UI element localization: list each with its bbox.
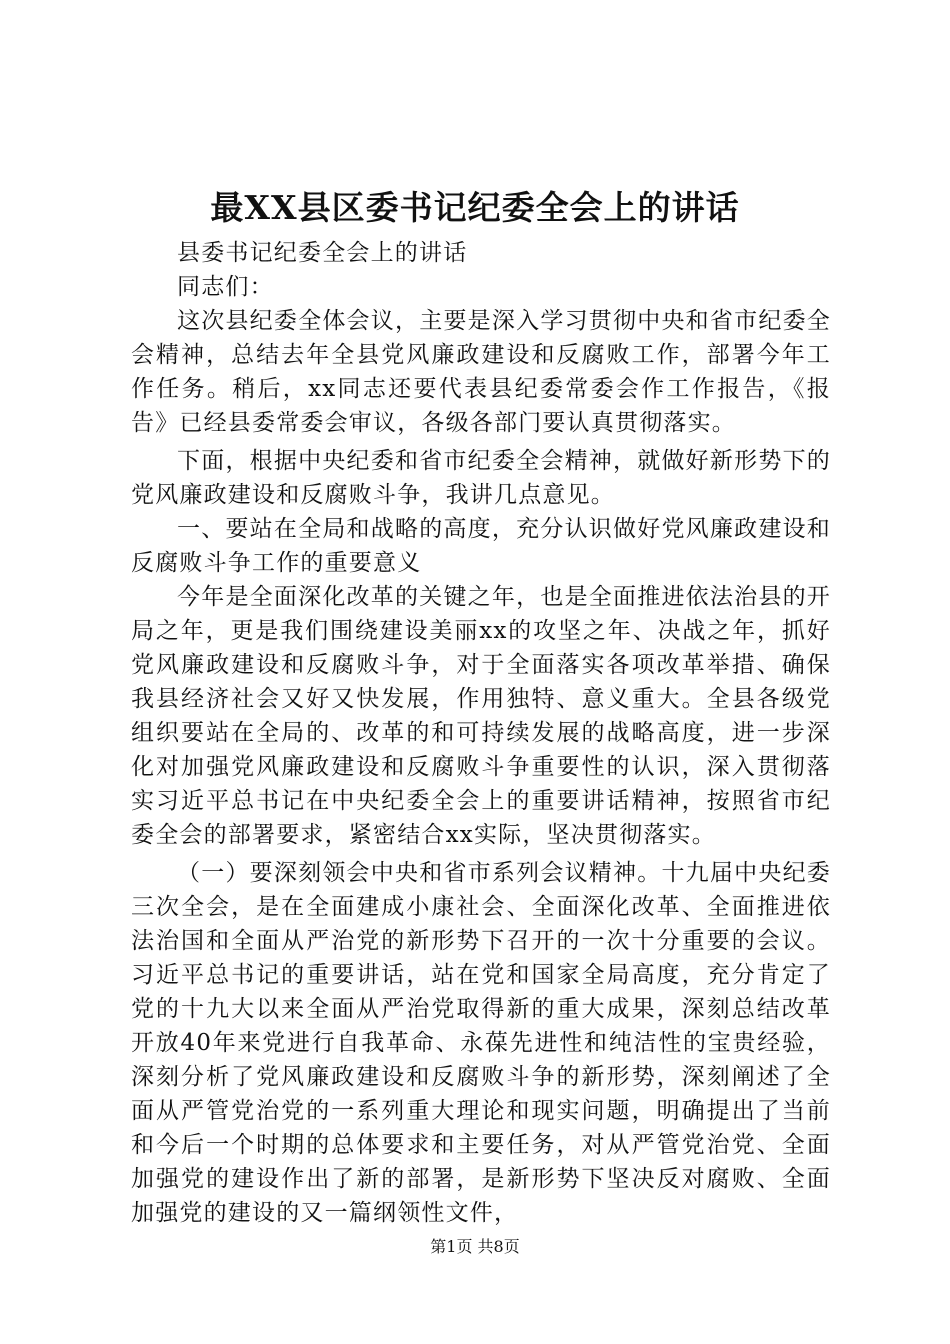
body-paragraph: 下面，根据中央纪委和省市纪委全会精神，就做好新形势下的党风廉政建设和反腐败斗争，我讲几点意见。 <box>131 448 831 508</box>
body-paragraph: 这次县纪委全体会议，主要是深入学习贯彻中央和省市纪委全会精神，总结去年全县党风廉政建设和反腐败工作，部署今年工作任务。稍后，xx同志还要代表县纪委常委会作工作报告，《报告》已经县委常委会审议，各级各部门要认真贯彻落实。 <box>131 308 831 436</box>
page-footer: 第1页 共8页 <box>430 1237 520 1256</box>
document-body <box>131 236 831 1230</box>
body-paragraph: （一）要深刻领会中央和省市系列会议精神。十九届中央纪委三次全会，是在全面建成小康社会、全面深化改革、全面推进依法治国和全面从严治党的新形势下召开的一次十分重要的会议。习近平总书记的重要讲话，站在党和国家全局高度，充分肯定了党的十九大以来全面从严治党取得新的重大成果，深刻总结改革开放40年来党进行自我革命、永葆先进性和纯洁性的宝贵经验，深刻分析了党风廉政建设和反腐败斗争的新形势，深刻阐述了全面从严管党治党的一系列重大理论和现实问题，明确提出了当前和今后一个时期的总体要求和主要任务，对从严管党治党、全面加强党的建设作出了新的部署，是新形势下坚决反对腐败、全面加强党的建设的又一篇纲领性文件， <box>131 860 831 1226</box>
salutation-paragraph: 同志们： <box>177 274 274 300</box>
subtitle-paragraph: 县委书记纪委全会上的讲话 <box>177 240 468 266</box>
document-title: 最XX县区委书记纪委全会上的讲话 <box>210 188 740 227</box>
body-paragraph: 今年是全面深化改革的关键之年，也是全面推进依法治县的开局之年，更是我们围绕建设美丽xx的攻坚之年、决战之年，抓好党风廉政建设和反腐败斗争，对于全面落实各项改革举措、确保我县经济社会又好又快发展，作用独特、意义重大。全县各级党组织要站在全局的、改革的和可持续发展的战略高度，进一步深化对加强党风廉政建设和反腐败斗争重要性的认识，深入贯彻落实习近平总书记在中央纪委全会上的重要讲话精神，按照省市纪委全会的部署要求，紧密结合xx实际，坚决贯彻落实。 <box>131 584 831 848</box>
section-heading: 一、要站在全局和战略的高度，充分认识做好党风廉政建设和反腐败斗争工作的重要意义 <box>131 516 831 576</box>
